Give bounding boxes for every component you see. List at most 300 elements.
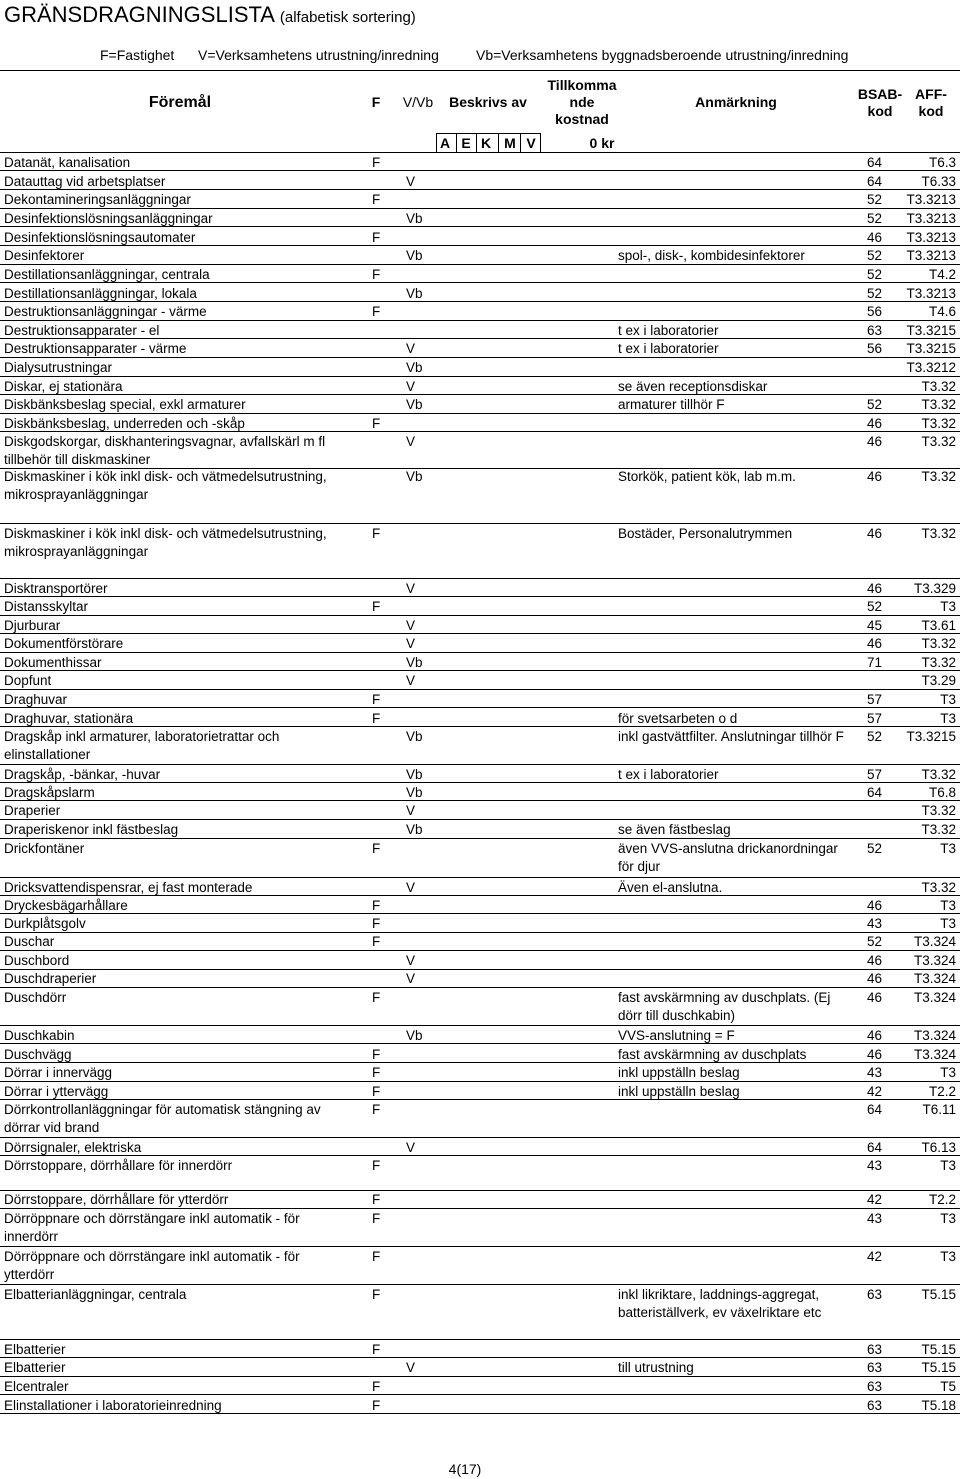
- row-f: F: [372, 916, 381, 931]
- row-aff: T3.32: [921, 880, 956, 895]
- page-number: 4(17): [448, 1461, 482, 1477]
- row-divider: [0, 1081, 960, 1082]
- row-item: Dörrkontrollanläggningar för automatisk stängning av dörrar vid brand: [4, 1102, 321, 1135]
- row-divider: [0, 189, 960, 190]
- row-bsab: 52: [866, 599, 882, 614]
- row-aff: T3.32: [921, 803, 956, 818]
- row-bsab: 64: [866, 155, 882, 170]
- row-item: Diskmaskiner i kök inkl disk- och vätmedelsutrustning, mikrosprayanläggningar: [4, 469, 327, 502]
- row-bsab: 46: [866, 971, 882, 986]
- row-bsab: 57: [866, 711, 882, 726]
- row-f: F: [372, 934, 381, 949]
- row-aff: T4.2: [928, 267, 956, 282]
- row-note: fast avskärmning av duschplats: [618, 1047, 807, 1062]
- row-vvb: Vb: [406, 1028, 423, 1043]
- row-bsab: 46: [866, 526, 882, 541]
- header-zero: 0 kr: [589, 135, 615, 151]
- header-tillkommande: Tillkomma nde kostnad: [547, 77, 617, 127]
- row-bsab: 43: [866, 1158, 882, 1173]
- row-divider: [0, 1339, 960, 1340]
- row-bsab: 52: [866, 934, 882, 949]
- header-divider: [520, 133, 521, 152]
- row-bsab: 64: [866, 174, 882, 189]
- row-vvb: V: [406, 636, 416, 651]
- row-item: Dörrstoppare, dörrhållare för innerdörr: [4, 1158, 233, 1173]
- header-divider: [476, 133, 477, 152]
- row-note: t ex i laboratorier: [618, 341, 719, 356]
- header-vvb: V/Vb: [402, 94, 434, 110]
- row-item: Destillationsanläggningar, centrala: [4, 267, 210, 282]
- row-bsab: 52: [866, 397, 882, 412]
- row-item: Diskar, ej stationära: [4, 379, 123, 394]
- row-note: fast avskärmning av duschplats. (Ej dörr till duschkabin): [618, 990, 831, 1023]
- row-bsab: 46: [866, 434, 882, 449]
- row-aff: T6.8: [928, 785, 956, 800]
- row-aff: T2.2: [928, 1084, 956, 1099]
- row-divider: [0, 689, 960, 690]
- row-divider: [0, 764, 960, 765]
- row-item: Datauttag vid arbetsplatser: [4, 174, 166, 189]
- row-vvb: Vb: [406, 360, 423, 375]
- row-divider: [0, 633, 960, 634]
- row-item: Dokumentförstörare: [4, 636, 124, 651]
- row-f: F: [372, 1249, 381, 1264]
- row-aff: T3.32: [921, 526, 956, 541]
- header-divider: [436, 133, 437, 152]
- row-bsab: 46: [866, 636, 882, 651]
- row-item: Dryckesbägarhållare: [4, 898, 128, 913]
- header-sub-a: A: [439, 135, 451, 151]
- row-f: F: [372, 230, 381, 245]
- header-aff: AFF-kod: [915, 86, 947, 119]
- row-divider: [0, 1155, 960, 1156]
- row-divider: [0, 320, 960, 321]
- row-f: F: [372, 267, 381, 282]
- row-bsab: 52: [866, 729, 882, 744]
- row-aff: T3: [940, 692, 956, 707]
- row-aff: T6.11: [922, 1102, 956, 1117]
- legend-f: F=Fastighet: [100, 47, 175, 63]
- row-aff: T5.15: [921, 1287, 956, 1302]
- row-item: Duschdraperier: [4, 971, 97, 986]
- row-divider: [0, 913, 960, 914]
- row-f: F: [372, 1065, 381, 1080]
- row-item: Dörrsignaler, elektriska: [4, 1140, 142, 1155]
- row-item: Dörröppnare och dörrstängare inkl automatik - för innerdörr: [4, 1211, 300, 1244]
- row-note: inkl uppställn beslag: [618, 1065, 740, 1080]
- row-bsab: 43: [866, 1211, 882, 1226]
- row-divider: [0, 895, 960, 896]
- row-aff: T3.32: [921, 822, 956, 837]
- title-text: GRÄNSDRAGNINGSLISTA: [4, 2, 274, 27]
- row-item: Dopfunt: [4, 673, 52, 688]
- row-aff: T3.32: [921, 397, 956, 412]
- row-vvb: V: [406, 673, 416, 688]
- row-f: F: [372, 1047, 381, 1062]
- header-sub-k: K: [480, 135, 492, 151]
- row-vvb: Vb: [406, 822, 423, 837]
- row-bsab: 46: [866, 1028, 882, 1043]
- row-bsab: 56: [866, 304, 882, 319]
- row-item: Diskbänksbeslag special, exkl armaturer: [4, 397, 246, 412]
- row-item: Dörrar i innervägg: [4, 1065, 113, 1080]
- row-aff: T3: [940, 916, 956, 931]
- row-divider: [0, 394, 960, 395]
- title-subtitle: (alfabetisk sortering): [279, 9, 416, 26]
- row-vvb: V: [406, 618, 416, 633]
- row-item: Elbatterier: [4, 1360, 66, 1375]
- row-note: inkl likriktare, laddnings-aggregat, batteriställverk, ev växelriktare etc: [618, 1287, 822, 1320]
- row-vvb: V: [406, 880, 416, 895]
- row-f: F: [372, 711, 381, 726]
- row-vvb: Vb: [406, 397, 423, 412]
- row-divider: [0, 578, 960, 579]
- row-divider: [0, 1394, 960, 1395]
- row-note: t ex i laboratorier: [618, 323, 719, 338]
- row-aff: T3.32: [921, 379, 956, 394]
- row-vvb: Vb: [406, 785, 423, 800]
- row-item: Dialysutrustningar: [4, 360, 113, 375]
- row-aff: T6.33: [921, 174, 956, 189]
- header-sub-line: [436, 133, 540, 134]
- row-divider: [0, 431, 960, 432]
- row-item: Datanät, kanalisation: [4, 155, 131, 170]
- row-bsab: 57: [866, 767, 882, 782]
- row-bsab: 46: [866, 990, 882, 1005]
- row-note: Bostäder, Personalutrymmen: [618, 526, 793, 541]
- row-bsab: 63: [866, 323, 882, 338]
- header-item: Föremål: [148, 94, 212, 111]
- row-bsab: 63: [866, 1342, 882, 1357]
- row-item: Durkplåtsgolv: [4, 916, 86, 931]
- row-f: F: [372, 898, 381, 913]
- row-aff: T3: [940, 1065, 956, 1080]
- row-bsab: 64: [866, 785, 882, 800]
- row-f: F: [372, 1287, 381, 1302]
- row-divider: [0, 838, 960, 839]
- row-item: Draghuvar: [4, 692, 68, 707]
- row-vvb: V: [406, 434, 416, 449]
- row-bsab: 57: [866, 692, 882, 707]
- row-vvb: V: [406, 1360, 416, 1375]
- row-aff: T3.32: [921, 767, 956, 782]
- header-f: F: [371, 94, 381, 110]
- row-aff: T5: [940, 1379, 956, 1394]
- row-f: F: [372, 1379, 381, 1394]
- row-vvb: Vb: [406, 729, 423, 744]
- row-item: Duschvägg: [4, 1047, 72, 1062]
- row-divider: [0, 707, 960, 708]
- row-divider: [0, 523, 960, 524]
- row-item: Destruktionsanläggningar - värme: [4, 304, 207, 319]
- row-item: Dragskåp, -bänkar, -huvar: [4, 767, 161, 782]
- row-aff: T3: [940, 841, 956, 856]
- row-divider: [0, 245, 960, 246]
- row-note: inkl gastvättfilter. Anslutningar tillhör F: [618, 729, 844, 744]
- row-f: F: [372, 155, 381, 170]
- row-vvb: V: [406, 581, 416, 596]
- row-f: F: [372, 1342, 381, 1357]
- row-f: F: [372, 1084, 381, 1099]
- header-anmarkning: Anmärkning: [695, 94, 777, 110]
- row-divider: [0, 1043, 960, 1044]
- header-top-line: [0, 70, 960, 71]
- row-bsab: 43: [866, 1065, 882, 1080]
- row-divider: [0, 782, 960, 783]
- header-bsab: BSAB-kod: [857, 86, 903, 119]
- row-f: F: [372, 1398, 381, 1413]
- row-item: Dragskåp inkl armaturer, laboratorietrattar och elinstallationer: [4, 729, 280, 762]
- header-divider: [498, 133, 499, 152]
- row-divider: [0, 819, 960, 820]
- row-item: Destillationsanläggningar, lokala: [4, 286, 197, 301]
- row-bsab: 63: [866, 1398, 882, 1413]
- row-item: Elinstallationer i laboratorieinredning: [4, 1398, 222, 1413]
- row-divider: [0, 1357, 960, 1358]
- row-note: VVS-anslutning = F: [618, 1028, 735, 1043]
- row-vvb: Vb: [406, 767, 423, 782]
- row-vvb: V: [406, 971, 416, 986]
- row-item: Elbatterianläggningar, centrala: [4, 1287, 187, 1302]
- row-bsab: 52: [866, 248, 882, 263]
- row-aff: T3.324: [913, 1028, 956, 1043]
- row-divider: [0, 282, 960, 283]
- row-item: Duschar: [4, 934, 55, 949]
- row-item: Diskgodskorgar, diskhanteringsvagnar, avfallskärl m fl tillbehör till diskmaskiner: [4, 434, 326, 467]
- row-item: Djurburar: [4, 618, 61, 633]
- row-bsab: 71: [866, 655, 882, 670]
- row-item: Diskbänksbeslag, underreden och -skåp: [4, 416, 245, 431]
- row-bsab: 43: [866, 916, 882, 931]
- row-bsab: 52: [866, 192, 882, 207]
- row-aff: T3.324: [913, 971, 956, 986]
- row-vvb: Vb: [406, 655, 423, 670]
- row-bsab: 46: [866, 898, 882, 913]
- row-aff: T3.32: [921, 655, 956, 670]
- header-bottom-line: [0, 152, 960, 153]
- row-f: F: [372, 1211, 381, 1226]
- row-divider: [0, 950, 960, 951]
- row-divider: [0, 376, 960, 377]
- row-note: inkl uppställn beslag: [618, 1084, 740, 1099]
- row-note: Även el-anslutna.: [618, 880, 723, 895]
- row-aff: T3.3213: [906, 286, 956, 301]
- row-aff: T3.3215: [906, 729, 956, 744]
- row-aff: T3.32: [921, 434, 956, 449]
- row-divider: [0, 1062, 960, 1063]
- row-aff: T3: [940, 599, 956, 614]
- row-aff: T5.15: [921, 1342, 956, 1357]
- row-f: F: [372, 990, 381, 1005]
- row-bsab: 42: [866, 1192, 882, 1207]
- row-aff: T3.324: [913, 1047, 956, 1062]
- row-note: se även receptionsdiskar: [618, 379, 768, 394]
- row-divider: [0, 1246, 960, 1247]
- row-aff: T3: [940, 898, 956, 913]
- row-vvb: V: [406, 953, 416, 968]
- header-sub-v: V: [526, 135, 536, 151]
- row-divider: [0, 226, 960, 227]
- row-aff: T3: [940, 1158, 956, 1173]
- row-item: Draghuvar, stationära: [4, 711, 134, 726]
- row-note: armaturer tillhör F: [618, 397, 725, 412]
- row-bsab: 64: [866, 1102, 882, 1117]
- header-sub-m: M: [504, 135, 516, 151]
- row-vvb: V: [406, 341, 416, 356]
- row-aff: T3.3212: [906, 360, 956, 375]
- row-item: Drickfontäner: [4, 841, 85, 856]
- row-item: Distansskyltar: [4, 599, 89, 614]
- row-aff: T3.3213: [906, 192, 956, 207]
- row-note: till utrustning: [618, 1360, 694, 1375]
- header-divider: [456, 133, 457, 152]
- row-f: F: [372, 192, 381, 207]
- row-f: F: [372, 1102, 381, 1117]
- row-divider: [0, 170, 960, 171]
- row-divider: [0, 726, 960, 727]
- row-item: Dörrar i yttervägg: [4, 1084, 109, 1099]
- row-aff: T6.3: [928, 155, 956, 170]
- row-divider: [0, 596, 960, 597]
- row-note: spol-, disk-, kombidesinfektorer: [618, 248, 805, 263]
- row-vvb: Vb: [406, 286, 423, 301]
- row-aff: T2.2: [928, 1192, 956, 1207]
- row-bsab: 52: [866, 211, 882, 226]
- row-vvb: V: [406, 1140, 416, 1155]
- row-divider: [0, 1284, 960, 1285]
- row-aff: T5.15: [921, 1360, 956, 1375]
- row-f: F: [372, 416, 381, 431]
- row-divider: [0, 615, 960, 616]
- row-item: Desinfektorer: [4, 248, 85, 263]
- row-item: Diskmaskiner i kök inkl disk- och vätmedelsutrustning, mikrosprayanläggningar: [4, 526, 327, 559]
- page-title: [4, 2, 416, 28]
- row-divider: [0, 877, 960, 878]
- row-vvb: Vb: [406, 211, 423, 226]
- row-note: även VVS-anslutna drickanordningar för djur: [618, 841, 838, 874]
- header-beskrivs: Beskrivs av: [449, 94, 527, 110]
- row-f: F: [372, 1158, 381, 1173]
- row-vvb: Vb: [406, 248, 423, 263]
- row-bsab: 46: [866, 581, 882, 596]
- row-aff: T5.18: [921, 1398, 956, 1413]
- row-divider: [0, 1025, 960, 1026]
- row-divider: [0, 652, 960, 653]
- row-item: Draperiskenor inkl fästbeslag: [4, 822, 179, 837]
- row-divider: [0, 357, 960, 358]
- row-divider: [0, 987, 960, 988]
- row-divider: [0, 670, 960, 671]
- row-bsab: 63: [866, 1360, 882, 1375]
- row-divider: [0, 800, 960, 801]
- row-note: för svetsarbeten o d: [618, 711, 738, 726]
- row-aff: T3.324: [913, 953, 956, 968]
- row-item: Dragskåpslarm: [4, 785, 95, 800]
- row-item: Dokumenthissar: [4, 655, 102, 670]
- row-aff: T3.3213: [906, 211, 956, 226]
- row-divider: [0, 1376, 960, 1377]
- row-aff: T3: [940, 1211, 956, 1226]
- row-vvb: V: [406, 174, 416, 189]
- row-aff: T3.32: [921, 416, 956, 431]
- row-aff: T3.61: [921, 618, 956, 633]
- row-f: F: [372, 692, 381, 707]
- row-note: se även fästbeslag: [618, 822, 731, 837]
- row-divider: [0, 1208, 960, 1209]
- row-divider: [0, 301, 960, 302]
- header-sub-e: E: [461, 135, 471, 151]
- row-f: F: [372, 841, 381, 856]
- row-aff: T4.6: [928, 304, 956, 319]
- row-item: Elcentraler: [4, 1379, 69, 1394]
- row-f: F: [372, 304, 381, 319]
- row-aff: T3.324: [913, 934, 956, 949]
- row-bsab: 64: [866, 1140, 882, 1155]
- row-item: Dörrstoppare, dörrhållare för ytterdörr: [4, 1192, 229, 1207]
- row-aff: T3: [940, 1249, 956, 1264]
- row-vvb: V: [406, 803, 416, 818]
- row-bsab: 52: [866, 286, 882, 301]
- row-divider: [0, 264, 960, 265]
- row-vvb: V: [406, 379, 416, 394]
- row-item: Elbatterier: [4, 1342, 66, 1357]
- row-bsab: 46: [866, 469, 882, 484]
- row-item: Dekontamineringsanläggningar: [4, 192, 191, 207]
- row-bsab: 46: [866, 953, 882, 968]
- row-item: Disktransportörer: [4, 581, 108, 596]
- legend-v: V=Verksamhetens utrustning/inredning: [198, 47, 439, 63]
- row-item: Desinfektionslösningsautomater: [4, 230, 196, 245]
- row-item: Duschbord: [4, 953, 70, 968]
- row-divider: [0, 1413, 960, 1414]
- row-f: F: [372, 1192, 381, 1207]
- row-divider: [0, 413, 960, 414]
- row-aff: T3: [940, 711, 956, 726]
- row-divider: [0, 1099, 960, 1100]
- row-item: Destruktionsapparater - el: [4, 323, 160, 338]
- legend-vb: Vb=Verksamhetens byggnadsberoende utrustning/inredning: [476, 47, 849, 63]
- row-aff: T3.3213: [906, 248, 956, 263]
- row-aff: T6.13: [921, 1140, 956, 1155]
- row-aff: T3.32: [921, 636, 956, 651]
- row-bsab: 46: [866, 230, 882, 245]
- row-bsab: 63: [866, 1379, 882, 1394]
- row-aff: T3.324: [913, 990, 956, 1005]
- row-aff: T3.329: [913, 581, 956, 596]
- row-aff: T3.3215: [906, 341, 956, 356]
- row-note: Storkök, patient kök, lab m.m.: [618, 469, 796, 484]
- row-aff: T3.32: [921, 469, 956, 484]
- row-bsab: 56: [866, 341, 882, 356]
- row-bsab: 45: [866, 618, 882, 633]
- row-item: Duschdörr: [4, 990, 67, 1005]
- row-divider: [0, 208, 960, 209]
- row-divider: [0, 338, 960, 339]
- row-f: F: [372, 599, 381, 614]
- row-aff: T3.29: [921, 673, 956, 688]
- row-divider: [0, 1137, 960, 1138]
- row-aff: T3.3213: [906, 230, 956, 245]
- row-note: t ex i laboratorier: [618, 767, 719, 782]
- row-bsab: 42: [866, 1249, 882, 1264]
- row-item: Duschkabin: [4, 1028, 75, 1043]
- row-item: Dörröppnare och dörrstängare inkl automatik - för ytterdörr: [4, 1249, 300, 1282]
- header-divider: [540, 133, 541, 152]
- row-f: F: [372, 526, 381, 541]
- row-vvb: Vb: [406, 469, 423, 484]
- row-item: Destruktionsapparater - värme: [4, 341, 187, 356]
- row-item: Desinfektionslösningsanläggningar: [4, 211, 213, 226]
